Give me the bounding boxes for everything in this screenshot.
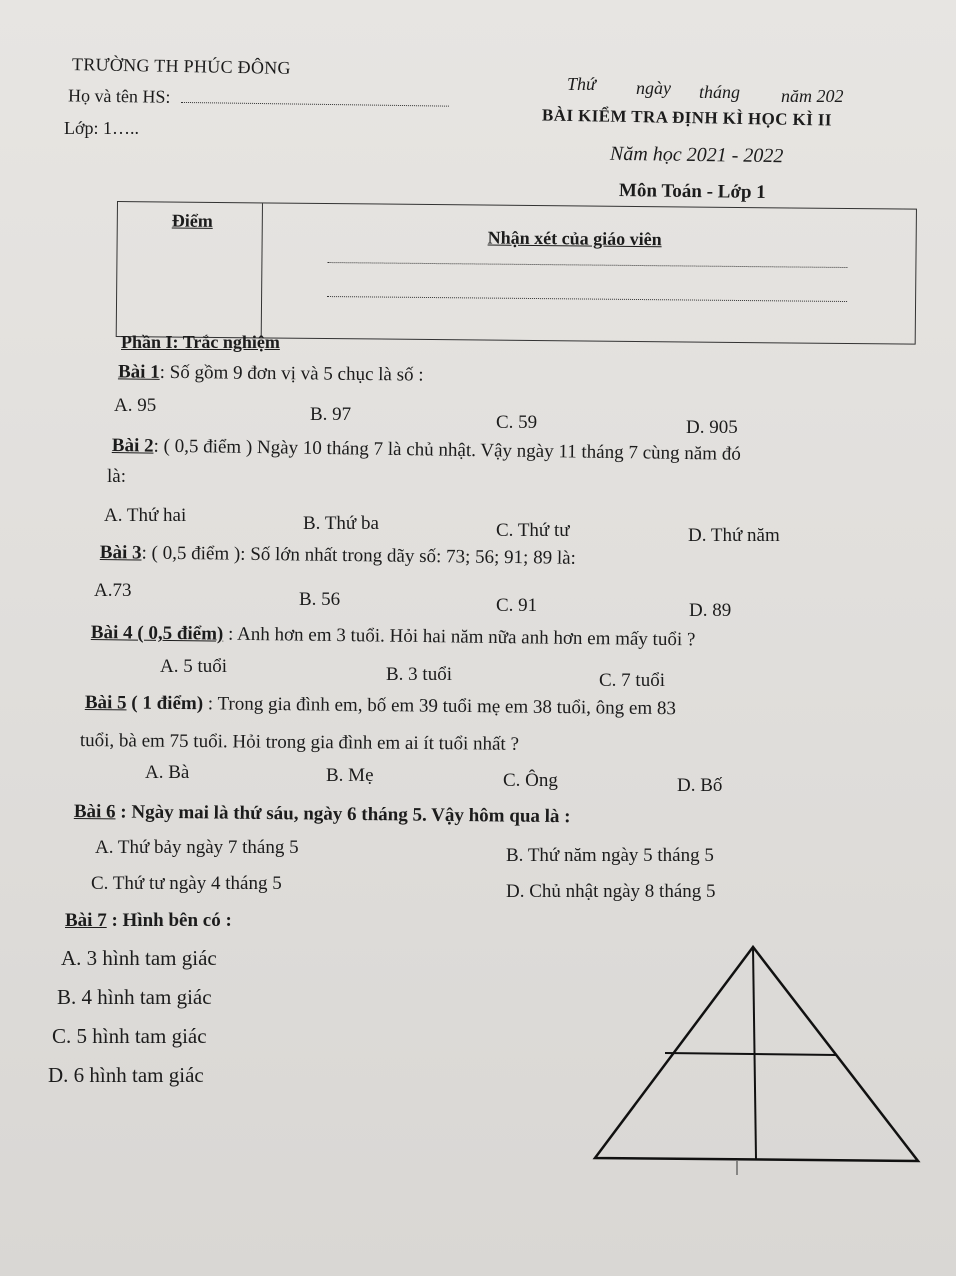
date-thu: Thứ [567,74,596,94]
q3-option-c: C. 91 [496,595,538,616]
question-3 [100,542,576,570]
q5-option-c: C. Ông [503,770,558,791]
q4-option-a: A. 5 tuổi [160,656,228,677]
q1-option-d: D. 905 [686,417,738,438]
triangle-figure [585,935,930,1185]
grade-box [116,201,917,345]
question-2-text-cont: là: [107,466,126,487]
section-1-title: Phần I: Trắc nghiệm [121,332,280,352]
date-ngay: ngày [636,78,671,98]
q2-option-a: A. Thứ hai [104,505,187,526]
question-6 [74,801,571,828]
class-label: Lớp: 1….. [64,118,140,138]
student-name-label [68,85,449,111]
question-5-text: : Trong gia đình em, bố em 39 tuổi mẹ em 38 tuổi, ông em 83 [202,693,677,720]
school-name: TRƯỜNG TH PHÚC ĐÔNG [71,54,292,78]
question-2 [112,435,741,466]
horizontal-segment [665,1053,837,1055]
q2-option-b: B. Thứ ba [303,513,379,534]
date-thang: tháng [699,82,741,102]
q4-option-c: C. 7 tuổi [599,670,665,691]
q7-option-c: C. 5 hình tam giác [52,1024,207,1048]
q3-option-d: D. 89 [689,600,732,621]
question-7-text: : Hình bên có : [106,910,232,931]
question-7-label: Bài 7 [65,910,107,931]
q6-option-a: A. Thứ bảy ngày 7 tháng 5 [95,837,299,858]
q5-option-d: D. Bố [677,775,723,796]
school-year: Năm học 2021 - 2022 [609,142,784,168]
q5-option-b: B. Mẹ [326,765,374,786]
subject-title: Môn Toán - Lớp 1 [618,179,766,204]
comment-line-1 [327,262,847,268]
score-label: Điểm [171,210,213,231]
question-4-text: : Anh hơn em 3 tuổi. Hỏi hai năm nữa anh hơn em mấy tuổi ? [223,623,696,651]
q2-option-d: D. Thứ năm [688,525,780,546]
question-1-label: Bài 1 [117,361,160,383]
exam-title: BÀI KIỂM TRA ĐỊNH KÌ HỌC KÌ II [541,105,833,130]
question-4-label: Bài 4 ( 0,5 điểm) [90,622,224,645]
comment-line-2 [327,296,847,302]
question-4 [91,622,696,651]
question-5 [85,692,676,720]
date-nam: năm 202 [781,86,844,106]
teacher-comment-label: Nhận xét của giáo viên [487,227,662,250]
q1-option-a: A. 95 [114,395,157,416]
q6-option-d: D. Chủ nhật ngày 8 tháng 5 [506,881,716,902]
question-3-label: Bài 3 [99,542,142,564]
q7-option-a: A. 3 hình tam giác [61,946,217,970]
question-6-label: Bài 6 [73,801,116,823]
q1-option-c: C. 59 [496,412,538,433]
question-5-label: Bài 5 [84,692,127,714]
question-7 [65,910,232,932]
q4-option-b: B. 3 tuổi [386,664,452,685]
q7-option-b: B. 4 hình tam giác [57,985,212,1009]
question-3-text: : ( 0,5 điểm ): Số lớn nhất trong dãy số: 73; 56; 91; 89 là: [141,542,577,569]
q5-option-a: A. Bà [145,762,190,783]
q3-option-a: A.73 [94,580,132,601]
q6-option-b: B. Thứ năm ngày 5 tháng 5 [506,845,714,866]
q1-option-b: B. 97 [310,404,352,425]
question-2-label: Bài 2 [111,435,154,457]
student-name-label-text: Họ và tên HS: [67,85,171,107]
q2-option-c: C. Thứ tư [496,520,570,541]
question-1-text: : Số gồm 9 đơn vị và 5 chục là số : [159,361,424,386]
q7-option-d: D. 6 hình tam giác [48,1063,204,1087]
question-6-text: : Ngày mai là thứ sáu, ngày 6 tháng 5. Vậy hôm qua là : [115,801,571,828]
vertical-segment [753,947,756,1159]
student-name-blank [181,102,449,107]
grade-box-divider [261,203,263,337]
question-5-text-cont: tuổi, bà em 75 tuổi. Hỏi trong gia đình em ai ít tuổi nhất ? [79,730,520,755]
q3-option-b: B. 56 [299,589,341,610]
question-5-points: ( 1 điểm) [126,692,204,715]
question-1 [118,361,424,386]
q6-option-c: C. Thứ tư ngày 4 tháng 5 [91,873,282,894]
question-2-text: : ( 0,5 điểm ) Ngày 10 tháng 7 là chủ nhật. Vậy ngày 11 tháng 7 cùng năm đó [153,435,741,465]
